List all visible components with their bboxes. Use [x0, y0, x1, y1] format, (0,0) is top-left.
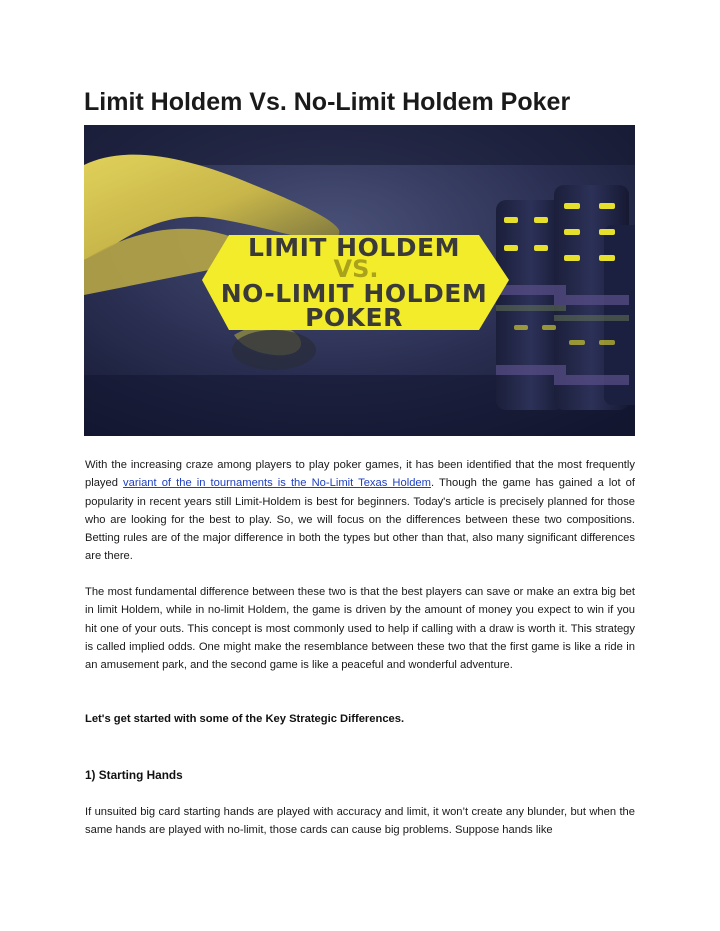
intro-text-start: With the increasing craze among players to play poker games, it has been identified that the most frequently played [85, 459, 635, 490]
hero-image [84, 125, 635, 436]
banner-line3: NO-LIMIT HOLDEM [220, 279, 488, 308]
page-title: Limit Holdem Vs. No-Limit Holdem Poker [84, 88, 571, 116]
hero-illustration [84, 125, 635, 436]
strategic-differences-lead: Let's get started with some of the Key Strategic Differences. [85, 713, 405, 725]
intro-text-end: . Though the game has gained a lot of popularity in recent years still Limit-Holdem is best for beginners. Today's article is precisely planned for those who are looking for the best to play. So, we will focus on the differences between these two compositions. Betting rules are of the major difference in both the types but other than that, also many significant differences are there. [85, 477, 635, 563]
intro-paragraph [85, 456, 635, 566]
starting-hands-paragraph: If unsuited big card starting hands are played with accuracy and limit, it won’t create any blunder, but when the same hands are played with no-limit, those cards can cause big problems. Suppose hands like [85, 806, 635, 837]
chip-stacks [496, 185, 635, 410]
starting-hands-heading: 1) Starting Hands [85, 768, 183, 782]
difference-paragraph: The most fundamental difference between these two is that the best players can save or make an extra big bet in limit Holdem, while in no-limit Holdem, the game is driven by the amount of money you expect to win if you hit one of your outs. This concept is most commonly used to help if calling with a draw is worth it. This strategy is called implied odds. One might make the resemblance between these two that the first game is like a ride in an amusement park, and the second game is like a peaceful and wonderful adventure. [85, 586, 635, 672]
banner-vs: VS. [333, 255, 379, 283]
banner-line1: LIMIT HOLDEM [248, 233, 460, 262]
banner-line4: POKER [305, 303, 403, 332]
no-limit-holdem-link[interactable]: variant of the in tournaments is the No-Limit Texas Holdem [123, 477, 431, 490]
